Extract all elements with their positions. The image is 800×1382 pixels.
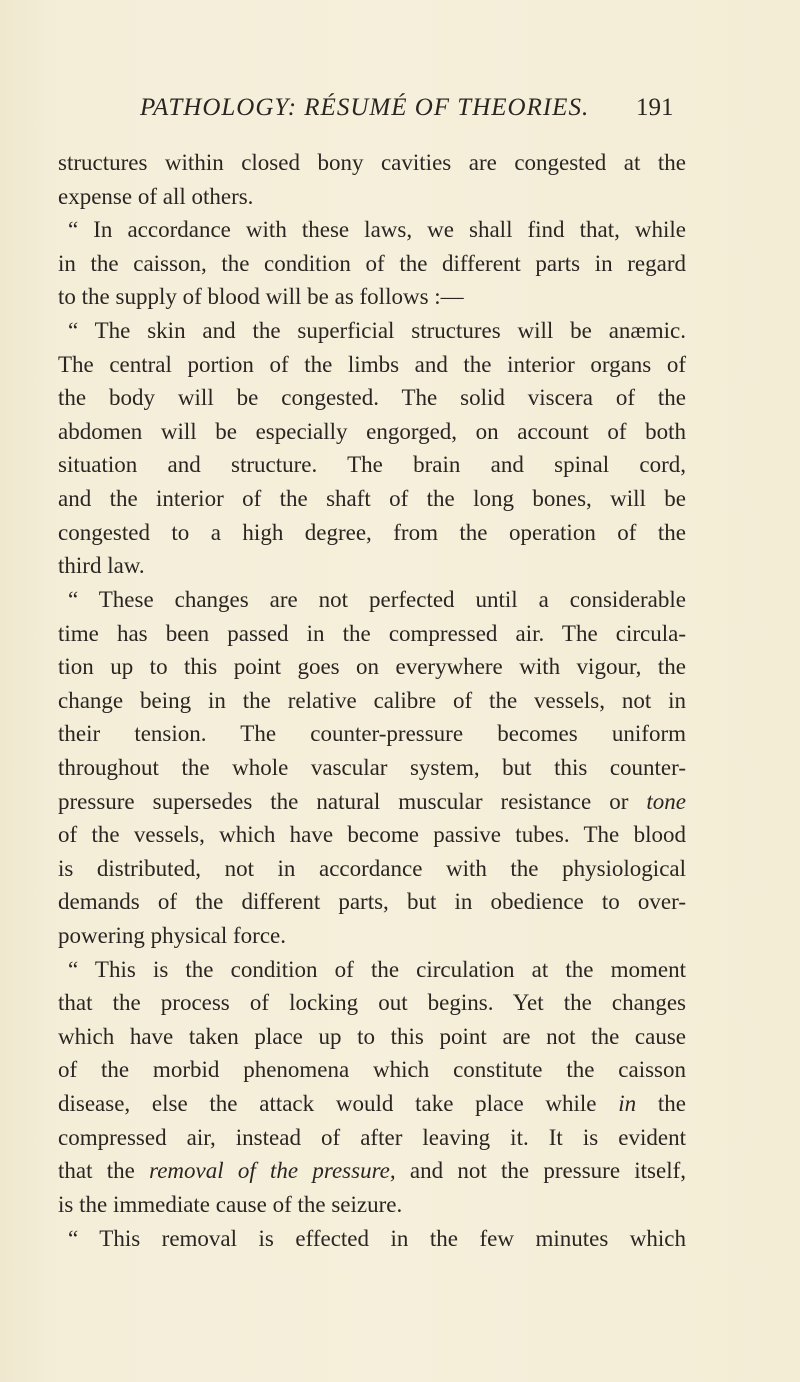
text-line: change being in the relative calibre of the vessels, not in <box>58 687 686 713</box>
text-line: their tension. The counter-pressure becomes uniform <box>58 721 686 747</box>
text-segment: and not the pressure itself, <box>409 1158 687 1184</box>
running-title: PATHOLOGY: RÉSUMÉ OF THEORIES. <box>140 94 590 121</box>
text-line: to the supply of blood will be as follows :— <box>58 284 464 310</box>
text-segment: that the <box>58 1158 135 1184</box>
text-line <box>58 1154 686 1188</box>
text-line: expense of all others. <box>58 183 254 209</box>
page-number: 191 <box>636 94 674 121</box>
text-line: time has been passed in the compressed air. The circula- <box>58 620 686 646</box>
text-line: of the morbid phenomena which constitute the caisson <box>58 1057 686 1083</box>
body-text <box>58 146 686 1255</box>
italic-segment: tone <box>646 788 687 814</box>
text-line: “ The skin and the superficial structures will be anæmic. <box>68 318 686 344</box>
text-line: “ These changes are not perfected until a considerable <box>68 586 686 612</box>
text-line: third law. <box>58 553 145 579</box>
text-line: in the caisson, the condition of the different parts in regard <box>58 250 686 276</box>
text-line: and the interior of the shaft of the long bones, will be <box>58 486 686 512</box>
text-line: “ In accordance with these laws, we shall find that, while <box>68 217 686 243</box>
text-line: of the vessels, which have become passive tubes. The blood <box>58 822 686 848</box>
text-line <box>58 785 686 819</box>
text-segment: pressure supersedes the natural muscular resistance or <box>58 788 629 814</box>
text-line: powering physical force. <box>58 923 287 949</box>
text-line: “ This is the condition of the circulation at the moment <box>68 956 686 982</box>
text-line <box>58 1087 686 1121</box>
text-line: is distributed, not in accordance with the physiological <box>58 855 686 881</box>
text-line: structures within closed bony cavities are congested at the <box>58 150 686 175</box>
text-line: that the process of locking out begins. Yet the changes <box>58 990 686 1016</box>
text-line: tion up to this point goes on everywhere with vigour, the <box>58 654 686 680</box>
text-line: the body will be congested. The solid viscera of the <box>58 385 686 411</box>
text-line: which have taken place up to this point are not the cause <box>58 1023 686 1049</box>
text-line: throughout the whole vascular system, but this counter- <box>58 754 686 780</box>
text-line: congested to a high degree, from the operation of the <box>58 519 686 545</box>
text-line: “ This removal is effected in the few minutes which <box>68 1225 686 1251</box>
text-line: compressed air, instead of after leaving it. It is evident <box>58 1124 686 1150</box>
text-line: demands of the different parts, but in obedience to over- <box>58 889 686 915</box>
text-segment: the <box>657 1091 687 1117</box>
running-head <box>0 94 800 126</box>
text-segment: disease, else the attack would take place while <box>58 1091 597 1117</box>
text-line: The central portion of the limbs and the interior organs of <box>58 351 686 377</box>
text-line: situation and structure. The brain and spinal cord, <box>58 452 686 478</box>
italic-segment: in <box>618 1091 637 1117</box>
text-line: abdomen will be especially engorged, on account of both <box>58 418 686 444</box>
text-line: is the immediate cause of the seizure. <box>58 1191 403 1217</box>
italic-segment: removal of the pressure, <box>149 1158 396 1184</box>
